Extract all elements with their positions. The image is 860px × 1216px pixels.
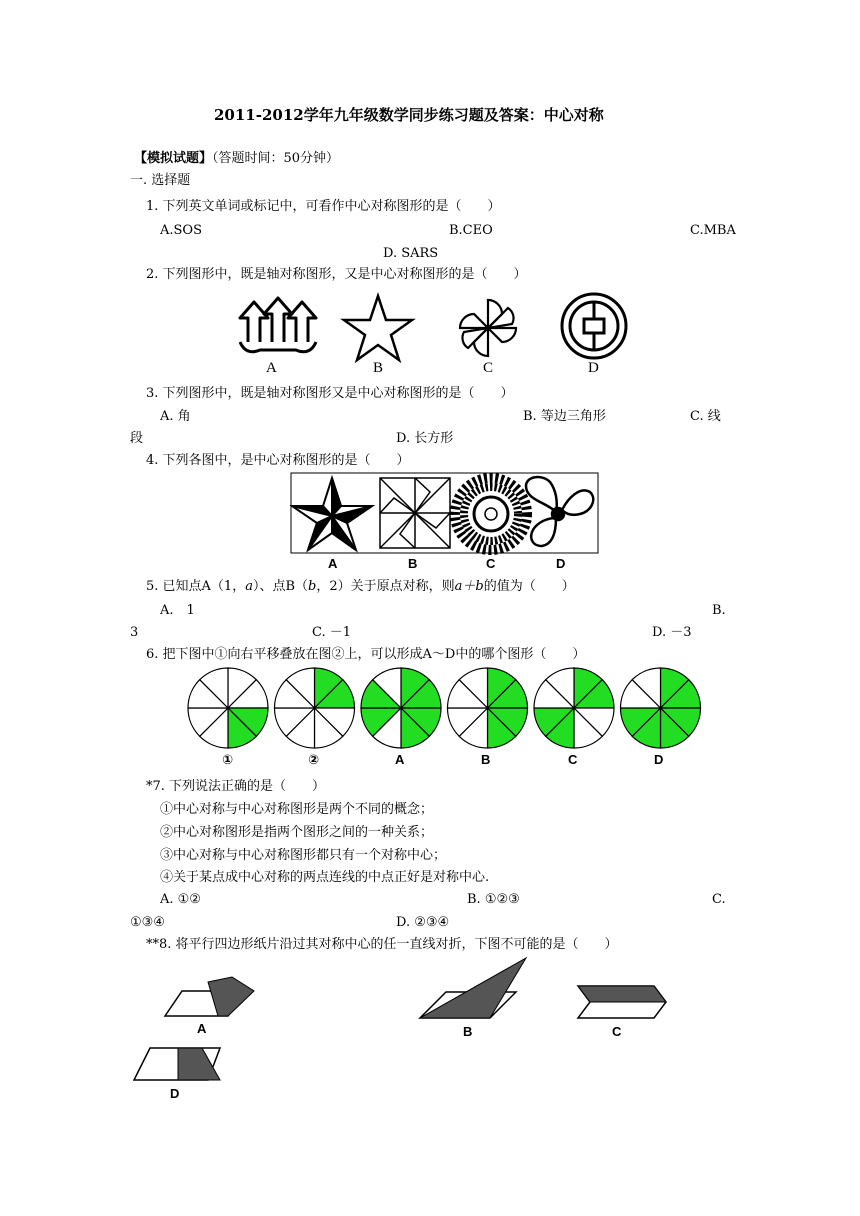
q8-figure-b — [418, 956, 530, 1038]
q1-option-a: A.SOS — [160, 223, 202, 238]
test-header-label: 【模拟试题】 — [134, 151, 213, 166]
q6-label-2: ② — [308, 752, 320, 767]
q8-fold-b — [420, 958, 526, 1018]
q3-option-b: B. 等边三角形 — [523, 409, 606, 424]
q6-disk-c — [534, 668, 614, 748]
svg-text:A: A — [197, 1021, 207, 1034]
q2-stem: 2. 下列图形中，既是轴对称图形，又是中心对称图形的是（ ） — [146, 267, 527, 282]
q8-figure-d — [132, 1046, 228, 1102]
q4-label-d: D — [556, 556, 566, 570]
q5-option-c: C. －1 — [312, 625, 352, 640]
q2-label-c: C — [483, 360, 494, 376]
q5-option-d: D. －3 — [652, 625, 692, 640]
q6-label-c: C — [568, 752, 578, 767]
q7-item-3: ③中心对称与中心对称图形都只有一个对称中心； — [160, 848, 447, 863]
q8-figure-c — [574, 984, 670, 1040]
q7-option-b: B. ①②③ — [467, 892, 520, 907]
q6-label-d: D — [654, 752, 664, 767]
pinwheel-shape — [460, 300, 516, 356]
faceted-star-shape — [292, 478, 372, 550]
test-time: （答题时间：50分钟） — [212, 151, 340, 166]
q5-option-b: B. — [712, 603, 726, 618]
q4-label-b: B — [408, 556, 418, 570]
q7-option-c: C. — [712, 892, 726, 907]
q6-label-a: A — [395, 752, 405, 767]
sunburst-shape — [455, 478, 527, 550]
q3-option-c: C. 线 — [690, 409, 721, 424]
q7-option-c-cont: ①③④ — [130, 915, 165, 930]
section-heading: 一. 选择题 — [130, 173, 191, 188]
svg-text:C: C — [612, 1024, 622, 1039]
q1-option-c: C.MBA — [690, 223, 736, 238]
q7-item-1: ①中心对称与中心对称图形是两个不同的概念； — [160, 802, 434, 817]
q4-stem: 4. 下列各图中，是中心对称图形的是（ ） — [146, 453, 410, 468]
q7-option-a: A. ①② — [160, 892, 201, 907]
q2-label-d: D — [588, 360, 599, 376]
q4-label-a: A — [328, 556, 338, 570]
q2-figure — [226, 284, 646, 376]
q1-stem: 1. 下列英文单词或标记中，可看作中心对称图形的是（ ） — [146, 199, 501, 214]
svg-text:D: D — [170, 1086, 180, 1101]
q8-fold-c — [578, 986, 666, 1002]
q7-option-d: D. ②③④ — [396, 915, 450, 930]
q8-stem: **8. 将平行四边形纸片沿过其对称中心的任一直线对折，下图不可能的是（ ） — [146, 937, 618, 952]
page-title: 2011-2012学年九年级数学同步练习题及答案：中心对称 — [214, 106, 604, 124]
q3-stem: 3. 下列图形中，既是轴对称图形又是中心对称图形的是（ ） — [146, 386, 514, 401]
q6-disk-1 — [188, 668, 268, 748]
q5-option-b-cont: 3 — [130, 625, 139, 640]
q1-option-b: B.CEO — [449, 223, 493, 238]
q3-option-c-cont: 段 — [130, 431, 144, 446]
pinwheel-paper-shape — [380, 478, 450, 548]
trident-arrows-shape — [240, 298, 316, 352]
q2-label-b: B — [373, 360, 384, 376]
q8-figure-a — [160, 974, 260, 1034]
q1-option-d: D. SARS — [383, 246, 439, 261]
q6-disk-b — [448, 668, 528, 748]
q5-stem: 5. 已知点A（1，a）、点B（b，2）关于原点对称，则a＋b的值为（ ） — [146, 579, 575, 594]
q6-figure — [186, 664, 706, 768]
test-header — [134, 150, 339, 168]
q5-option-a: A. 1 — [160, 603, 195, 618]
q6-label-b: B — [481, 752, 491, 767]
q7-item-4: ④关于某点成中心对称的两点连线的中点正好是对称中心. — [160, 870, 490, 885]
q6-disk-d — [621, 668, 701, 748]
q6-disk-2 — [275, 668, 355, 748]
coin-shape — [562, 294, 626, 358]
star-shape — [344, 296, 412, 360]
svg-text:B: B — [463, 1024, 473, 1038]
q2-label-a: A — [266, 360, 277, 376]
q3-option-a: A. 角 — [160, 409, 191, 424]
fan-shape — [526, 477, 593, 546]
q4-label-c: C — [486, 556, 496, 570]
q7-item-2: ②中心对称图形是指两个图形之间的一种关系； — [160, 825, 434, 840]
q6-stem: 6. 把下图中①向右平移叠放在图②上，可以形成A～D中的哪个图形（ ） — [146, 647, 586, 662]
q7-stem: *7. 下列说法正确的是（ ） — [146, 779, 326, 794]
q6-label-1: ① — [222, 752, 234, 767]
q3-option-d: D. 长方形 — [396, 431, 454, 446]
q4-figure — [290, 472, 600, 570]
q6-disk-a — [361, 668, 441, 748]
